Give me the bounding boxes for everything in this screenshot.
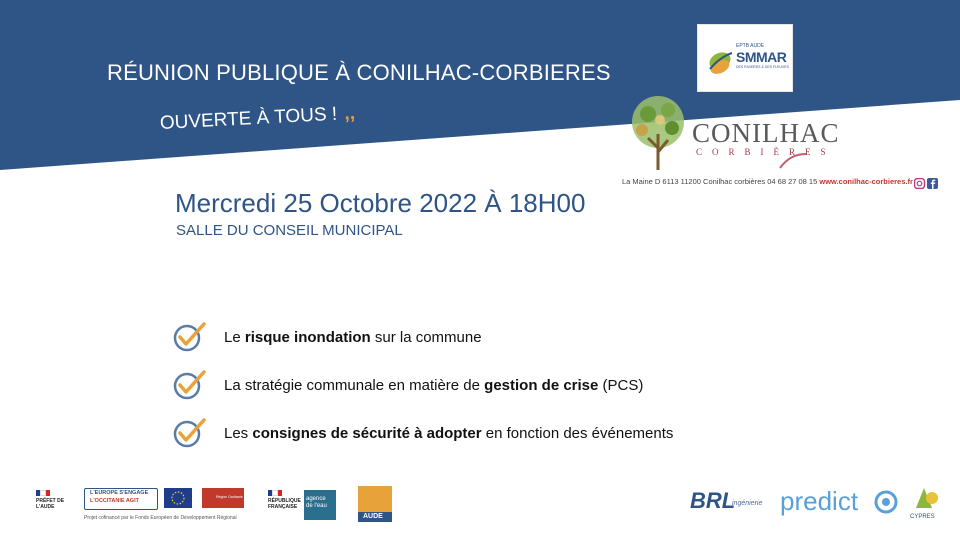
- page-title: RÉUNION PUBLIQUE À CONILHAC-CORBIERES: [107, 60, 611, 85]
- subtitle-quote: ,,: [343, 102, 356, 125]
- instagram-icon[interactable]: [915, 179, 925, 189]
- smmar-top: EPTB AUDE: [736, 43, 765, 49]
- address-text: La Maine D 6113 11200 Conilhac corbières 04 68 27 08 15: [622, 177, 818, 186]
- list-item: [172, 361, 673, 409]
- checkmark-icon: [172, 320, 208, 354]
- smmar-logo: [697, 24, 793, 92]
- republique-logo: RÉPUBLIQUE FRANÇAISE: [268, 490, 302, 510]
- list-item: [172, 409, 673, 457]
- smmar-sub: DES RIVIERES & DES FLEUVES: [736, 65, 789, 69]
- conilhac-sub: CORBIÈRES: [696, 147, 836, 157]
- partner-logos: PRÉFET DE L'AUDE L'EUROPE S'ENGAGE L'OCCITANIE AGIT Région Occitanie Projet cofinancé par le Fonds Européen de Développement Régional RÉPUBLIQUE FRANÇAISE agence de l'eau AUDE BRL ingénierie predict CYPRES: [0, 480, 960, 540]
- eu-flag-icon: [164, 488, 192, 508]
- smmar-name: SMMAR: [736, 49, 787, 65]
- website-link[interactable]: www.conilhac-corbieres.fr: [819, 177, 913, 186]
- event-room: SALLE DU CONSEIL MUNICIPAL: [176, 222, 403, 239]
- brl-logo: BRL ingénierie: [690, 488, 763, 513]
- subtitle-text: OUVERTE À TOUS !: [159, 103, 338, 134]
- target-icon: [874, 490, 898, 514]
- prefet-logo: PRÉFET DE L'AUDE: [36, 490, 66, 510]
- address-line: [622, 177, 913, 186]
- aude-logo: AUDE: [358, 486, 392, 522]
- predict-logo: predict: [780, 486, 902, 518]
- conilhac-logo: [620, 92, 872, 172]
- occitanie-logo: Région Occitanie: [202, 488, 244, 508]
- cypres-logo: CYPRES: [904, 486, 944, 526]
- social-icons: [914, 176, 938, 194]
- topic-text: Les consignes de sécurité à adopter en fonction des événements: [224, 424, 674, 442]
- facebook-icon[interactable]: [927, 178, 938, 189]
- topic-text: Le risque inondation sur la commune: [224, 328, 482, 346]
- list-item: [172, 313, 673, 361]
- topic-text: La stratégie communale en matière de gestion de crise (PCS): [224, 376, 644, 394]
- event-date: Mercredi 25 Octobre 2022 À 18H00: [175, 188, 586, 218]
- conilhac-name: CONILHAC: [692, 118, 840, 148]
- cypres-icon: [904, 486, 944, 514]
- tree-icon: [620, 92, 700, 172]
- topic-list: [172, 313, 673, 457]
- checkmark-icon: [172, 416, 208, 450]
- swoosh-icon: [778, 150, 808, 172]
- europe-caption: Projet cofinancé par le Fonds Européen de Développement Régional: [84, 515, 237, 521]
- checkmark-icon: [172, 368, 208, 402]
- agence-eau-logo: agence de l'eau: [304, 490, 336, 520]
